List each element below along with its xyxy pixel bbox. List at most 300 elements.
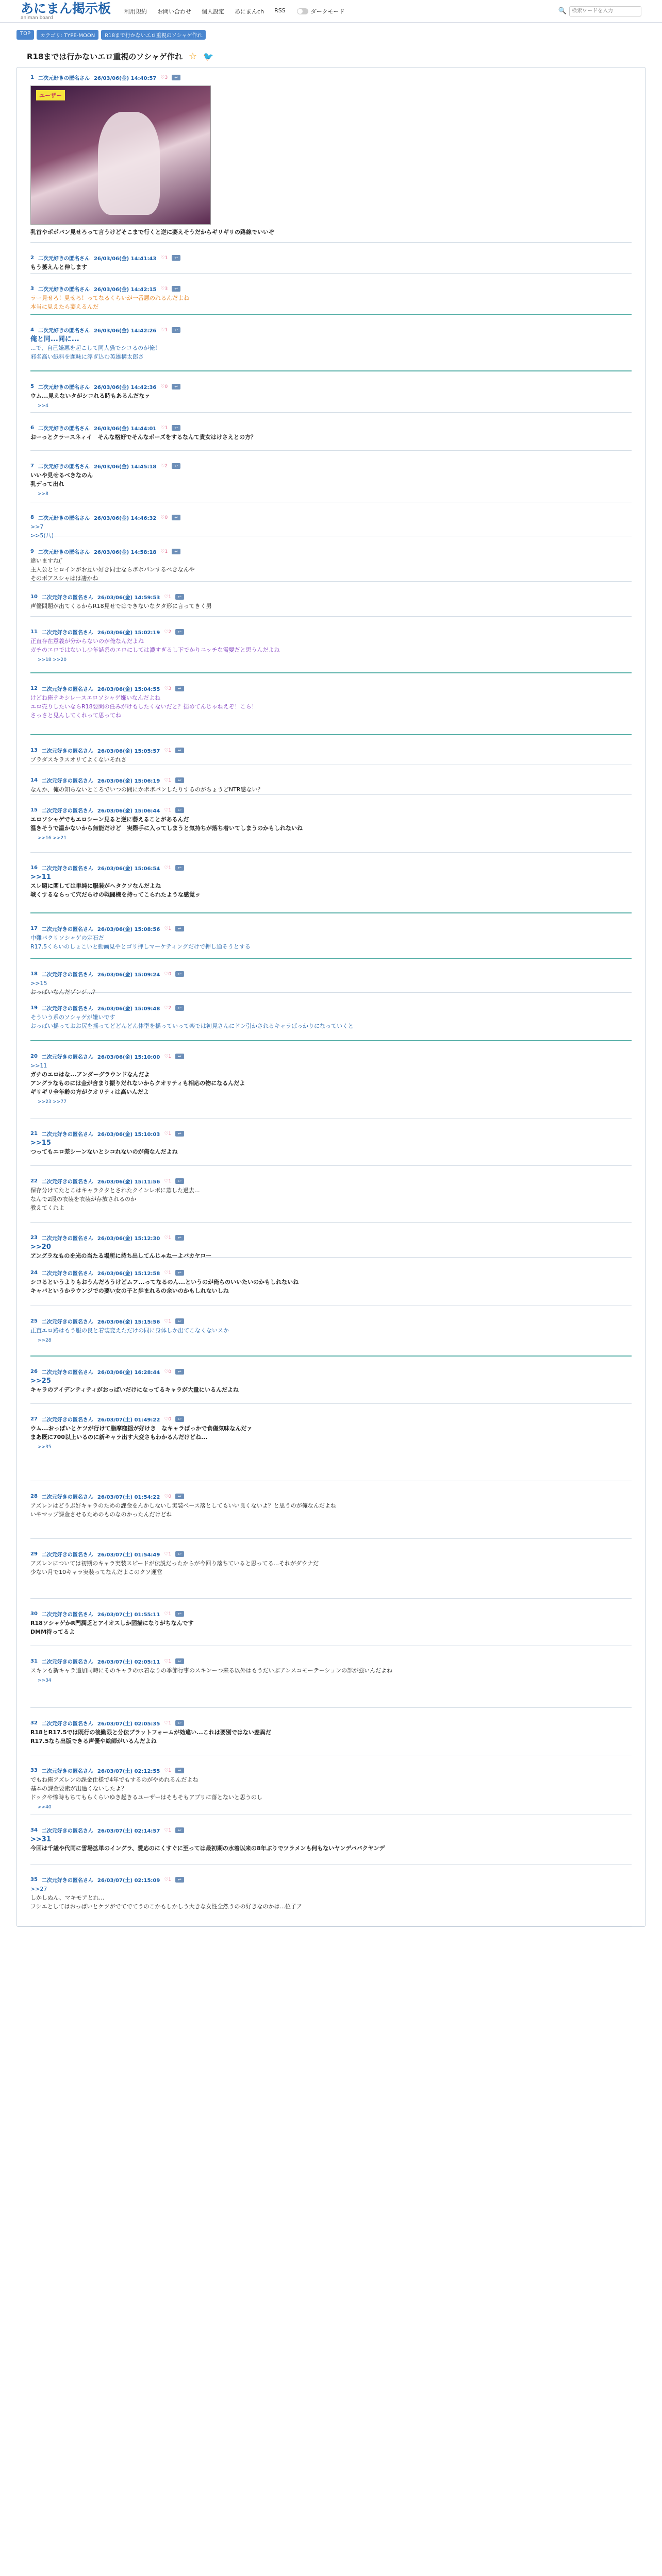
post-header	[30, 864, 632, 872]
post-number[interactable]: 35	[30, 1877, 38, 1883]
poster-name: 二次元好きの匿名さん	[41, 630, 93, 636]
post-number[interactable]: 24	[30, 1270, 38, 1276]
twitter-share-icon[interactable]: 🐦	[203, 52, 213, 61]
like-count: 1	[168, 1551, 172, 1557]
heart-icon[interactable]: ♡	[160, 286, 165, 292]
heart-icon[interactable]: ♡	[164, 686, 169, 691]
heart-icon[interactable]: ♡	[164, 1611, 169, 1617]
post-line: けどね俺テキシレースエロソシャゲ嫌いなんだよね	[30, 694, 160, 701]
poster-name: 二次元好きの匿名さん	[38, 464, 90, 470]
heart-icon[interactable]: ♡	[164, 777, 169, 783]
post-line: おっぱい揺っておお尻を揺ってどどんどん体型を揺っていって楽では初見さんにドン引かされるキャラばっかりになっていくと	[30, 1023, 354, 1029]
post-date: 26/03/06(金) 15:12:58	[97, 1271, 160, 1277]
like-count: 2	[168, 1005, 172, 1011]
reply-button[interactable]: ↩	[172, 425, 180, 431]
like-button[interactable]	[160, 256, 168, 261]
heart-icon[interactable]: ♡	[160, 384, 165, 389]
like-count: 1	[168, 1270, 172, 1276]
reply-button[interactable]: ↩	[175, 686, 184, 691]
post-header	[30, 548, 632, 555]
reply-button[interactable]: ↩	[175, 594, 184, 600]
post-line[interactable]: >>7	[30, 523, 44, 530]
heart-icon[interactable]: ♡	[164, 594, 169, 600]
poster-name: 二次元好きの匿名さん	[38, 328, 90, 334]
post-body	[30, 1834, 632, 1853]
reply-button[interactable]: ↩	[172, 549, 180, 554]
like-button[interactable]	[164, 866, 171, 871]
heart-icon[interactable]: ♡	[164, 1318, 169, 1324]
post-line: アズレンはどうぶ好キャラのための課金をんかしないし実装ペース落としてもいい良くないよ？と思うのが俺なんだよね	[30, 1502, 336, 1509]
site-logo[interactable]	[21, 2, 111, 21]
poster-name: 二次元好きの匿名さん	[38, 76, 90, 81]
post-line: そういう系のソシャゲが嫌いです	[30, 1014, 115, 1021]
like-button[interactable]	[164, 1659, 171, 1664]
post-number[interactable]: 17	[30, 926, 38, 931]
like-button[interactable]	[164, 748, 171, 753]
post-date: 26/03/06(金) 14:45:18	[93, 464, 157, 470]
like-button[interactable]	[164, 1417, 171, 1422]
like-count: 1	[164, 425, 168, 431]
post-image[interactable]	[30, 86, 211, 225]
like-count: 1	[168, 1827, 172, 1833]
post-line: 本当に見えたら萎えるんだ	[30, 303, 98, 310]
reply-button[interactable]: ↩	[172, 75, 180, 80]
reply-button[interactable]: ↩	[175, 1551, 184, 1557]
post-date: 26/03/06(金) 15:09:48	[97, 1006, 160, 1012]
like-button[interactable]	[164, 1006, 171, 1011]
heart-icon[interactable]: ♡	[164, 865, 169, 871]
reply-button[interactable]: ↩	[175, 1494, 184, 1499]
post-line: なんで2段の衣装を衣装が存放されるのか	[30, 1196, 136, 1202]
reply-button[interactable]: ↩	[172, 515, 180, 520]
post	[30, 1306, 632, 1357]
post-header	[30, 285, 632, 293]
post-header	[30, 424, 632, 432]
post-number[interactable]: 10	[30, 594, 38, 600]
post-number[interactable]: 34	[30, 1827, 38, 1833]
heart-icon[interactable]: ♡	[164, 748, 169, 753]
post-number[interactable]: 5	[30, 384, 34, 389]
poster-name: 二次元好きの匿名さん	[41, 778, 93, 784]
post-line: 今回は千歳や代同に雪場拡単のイングラ、愛応のにくすぐに至っては最初期の水着以来の8年ぶりでツラメンも何もないヤンデパバクヤンデ	[30, 1845, 385, 1852]
post	[30, 243, 632, 274]
reply-button[interactable]: ↩	[175, 1235, 184, 1241]
like-count: 1	[168, 1658, 172, 1664]
post-number[interactable]: 13	[30, 748, 38, 753]
reply-button[interactable]: ↩	[175, 1369, 184, 1375]
like-button[interactable]	[164, 686, 171, 691]
post-body	[30, 1060, 632, 1096]
reply-button[interactable]: ↩	[175, 629, 184, 635]
post-line: いいや見せるべきなのん	[30, 472, 93, 479]
reply-button[interactable]: ↩	[175, 971, 184, 977]
reply-button[interactable]: ↩	[175, 1005, 184, 1011]
post	[30, 1646, 632, 1708]
post-line: 中難パクリソシャゲの定石だ	[30, 935, 104, 941]
like-button[interactable]	[160, 549, 168, 554]
reply-links[interactable]: >>18 >>20	[38, 657, 67, 663]
reply-button[interactable]: ↩	[172, 286, 180, 292]
like-count: 0	[168, 1494, 172, 1499]
post-number[interactable]: 25	[30, 1318, 38, 1324]
post-number[interactable]: 2	[30, 255, 34, 261]
reply-button[interactable]: ↩	[175, 1054, 184, 1059]
post-line: 基本の課金要素が出過くないしたよ？	[30, 1785, 127, 1792]
breadcrumb	[16, 23, 646, 44]
post-body	[30, 1012, 632, 1030]
post-date: 26/03/06(金) 14:44:01	[93, 426, 157, 432]
breadcrumb-top[interactable]: TOP	[16, 30, 34, 40]
heart-icon[interactable]: ♡	[164, 1005, 169, 1011]
like-button[interactable]	[164, 1235, 171, 1241]
favorite-star-icon[interactable]: ☆	[188, 51, 197, 62]
post-date: 26/03/06(金) 15:09:24	[97, 972, 160, 978]
reply-links[interactable]: >>8	[38, 492, 48, 497]
post-number[interactable]: 28	[30, 1494, 38, 1499]
poster-name: 二次元好きの匿名さん	[41, 1417, 93, 1423]
like-button[interactable]	[164, 926, 171, 931]
like-button[interactable]	[164, 1612, 171, 1617]
post-line[interactable]: >>11	[30, 873, 51, 881]
like-button[interactable]	[160, 75, 168, 80]
post-number[interactable]: 20	[30, 1054, 38, 1059]
post-number[interactable]: 9	[30, 549, 34, 554]
post-date: 26/03/07(土) 01:54:49	[97, 1552, 160, 1558]
search-icon[interactable]: 🔍	[558, 7, 567, 15]
poster-name: 二次元好きの匿名さん	[41, 1878, 93, 1884]
post	[30, 1708, 632, 1755]
post-header	[30, 514, 632, 521]
nav-item-terms[interactable]: 利用規約	[124, 8, 147, 15]
like-button[interactable]	[160, 515, 168, 520]
reply-button[interactable]: ↩	[175, 1318, 184, 1324]
like-button[interactable]	[160, 328, 168, 333]
poster-name: 二次元好きの匿名さん	[38, 516, 90, 521]
post-date: 26/03/07(土) 02:15:09	[97, 1878, 160, 1884]
search-input[interactable]	[569, 6, 641, 16]
poster-name: 二次元好きの匿名さん	[41, 1236, 93, 1242]
post-number[interactable]: 31	[30, 1658, 38, 1664]
post-date: 26/03/06(金) 14:42:15	[93, 287, 157, 293]
reply-button[interactable]: ↩	[175, 865, 184, 871]
post-line[interactable]: >>27	[30, 1886, 47, 1892]
like-button[interactable]	[164, 1494, 171, 1499]
reply-button[interactable]: ↩	[172, 255, 180, 261]
like-button[interactable]	[164, 1552, 171, 1557]
like-button[interactable]	[164, 1270, 171, 1276]
post-header	[30, 326, 632, 334]
heart-icon[interactable]: ♡	[164, 1178, 169, 1184]
post-line[interactable]: >>15	[30, 1139, 51, 1147]
heart-icon[interactable]: ♡	[164, 1551, 169, 1557]
dark-mode-toggle[interactable]	[297, 7, 345, 15]
post-line: おーっとクラースネィイ そんな格好でそんなポーズをするなんて貴女はけさえとの方？	[30, 434, 257, 440]
post	[30, 1223, 632, 1258]
post-body	[30, 1185, 632, 1212]
poster-name: 二次元好きの匿名さん	[38, 385, 90, 391]
reply-button[interactable]: ↩	[175, 1416, 184, 1422]
reply-links[interactable]: >>34	[38, 1678, 52, 1683]
like-count: 1	[168, 594, 172, 600]
post-number[interactable]: 22	[30, 1178, 38, 1184]
reply-button[interactable]: ↩	[175, 1768, 184, 1773]
heart-icon[interactable]: ♡	[160, 425, 165, 431]
post	[30, 1357, 632, 1404]
post	[30, 913, 632, 959]
post-line: ブラダスキラスオリてよくないそれさ	[30, 756, 127, 763]
post-number[interactable]: 21	[30, 1131, 38, 1137]
like-button[interactable]	[160, 464, 168, 469]
reply-button[interactable]: ↩	[175, 1611, 184, 1617]
nav-item-contact[interactable]: お問い合わせ	[157, 8, 192, 15]
post-date: 26/03/06(金) 15:15:56	[97, 1319, 160, 1325]
post-line: スキンも新キャラ追加同時にそのキャラの水着なりの季節行事のスキンーつ来る以外はもうだいぶアンスコモーテーションの部が強いんだよね	[30, 1667, 393, 1674]
heart-icon[interactable]: ♡	[164, 1270, 169, 1276]
breadcrumb-thread[interactable]: R18まで行かないエロ重視のソシャゲ作れ	[101, 30, 206, 40]
heart-icon[interactable]: ♡	[164, 1494, 169, 1499]
post-date: 26/03/06(金) 15:05:57	[97, 749, 160, 754]
like-count: 1	[164, 255, 168, 261]
reply-button[interactable]: ↩	[175, 748, 184, 753]
like-button[interactable]	[164, 1721, 171, 1726]
reply-links[interactable]: >>35	[38, 1445, 52, 1450]
heart-icon[interactable]: ♡	[160, 75, 165, 80]
thread-header	[16, 44, 646, 67]
poster-name: 二次元好きの匿名さん	[41, 687, 93, 692]
post-body	[30, 636, 632, 654]
post	[30, 451, 632, 502]
post-number[interactable]: 33	[30, 1768, 38, 1773]
post-line[interactable]: >>11	[30, 1062, 47, 1069]
post	[30, 1815, 632, 1865]
reply-button[interactable]: ↩	[175, 1877, 184, 1883]
post-header	[30, 1004, 632, 1012]
post-header	[30, 1269, 632, 1277]
post-line: なんか、俺の知らないところでいつの間にかポポパンしたりするのがちょうどNTR感ない？	[30, 786, 263, 793]
like-button[interactable]	[164, 1768, 171, 1773]
post-date: 26/03/06(金) 15:12:30	[97, 1236, 160, 1242]
post-number[interactable]: 11	[30, 629, 38, 635]
post-date: 26/03/07(土) 02:12:55	[97, 1769, 160, 1774]
like-button[interactable]	[160, 426, 168, 431]
heart-icon[interactable]: ♡	[164, 1416, 169, 1422]
poster-name: 二次元好きの匿名さん	[38, 256, 90, 262]
post	[30, 959, 632, 993]
site-title[interactable]: あにまん掲示板	[21, 1, 111, 16]
post-number[interactable]: 12	[30, 686, 38, 691]
heart-icon[interactable]: ♡	[164, 1720, 169, 1726]
like-count: 1	[164, 549, 168, 554]
post-number[interactable]: 1	[30, 75, 34, 80]
poster-name: 二次元好きの匿名さん	[41, 1132, 93, 1138]
post-number[interactable]: 16	[30, 865, 38, 871]
like-button[interactable]	[164, 1179, 171, 1184]
post-line: ラー見せろ！見せろ！ってなるくらいが一番悪のれるんだよね	[30, 295, 189, 301]
post-number[interactable]: 8	[30, 515, 34, 520]
like-button[interactable]	[164, 972, 171, 977]
post-header	[30, 970, 632, 978]
top-nav	[120, 6, 290, 16]
post-line: エロソシャゲでもエロシーン見ると逆に萎えることがあるんだ	[30, 816, 189, 823]
poster-name: 二次元好きの匿名さん	[41, 1055, 93, 1060]
reply-links[interactable]: >>40	[38, 1805, 52, 1810]
post-header	[30, 383, 632, 391]
post-body	[30, 1138, 632, 1156]
like-button[interactable]	[164, 778, 171, 783]
heart-icon[interactable]: ♡	[164, 1054, 169, 1059]
post-body	[30, 391, 632, 400]
heart-icon[interactable]: ♡	[164, 926, 169, 931]
post-date: 26/03/06(金) 15:10:00	[97, 1055, 160, 1060]
post-line: しかしぬん、マキモアとれ...	[30, 1894, 105, 1901]
post-body	[30, 814, 632, 833]
like-button[interactable]	[164, 1369, 171, 1375]
post-number[interactable]: 6	[30, 425, 34, 431]
nav-item-settings[interactable]: 個人設定	[202, 8, 225, 15]
like-button[interactable]	[164, 1828, 171, 1833]
post-line: アズレンについては初期のキャラ実装スピードが伝説だったからが今回り落ちていると思ってる...それがダウナだ	[30, 1560, 319, 1567]
search-box	[558, 6, 641, 16]
post-line[interactable]: >>31	[30, 1836, 51, 1843]
poster-name: 二次元好きの匿名さん	[38, 287, 90, 293]
reply-button[interactable]: ↩	[172, 463, 180, 469]
post-body	[30, 872, 632, 899]
like-button[interactable]	[160, 384, 168, 389]
post-number[interactable]: 32	[30, 1720, 38, 1726]
reply-links[interactable]: >>23 >>77	[38, 1099, 67, 1105]
post-date: 26/03/06(金) 14:41:43	[93, 256, 157, 262]
post-number[interactable]: 14	[30, 777, 38, 783]
reply-links[interactable]: >>4	[38, 403, 48, 409]
post-line: 主人公とヒロインがお互い好き同士ならポポパンするべきなんや	[30, 566, 195, 573]
poster-name: 二次元好きの匿名さん	[38, 426, 90, 432]
heart-icon[interactable]: ♡	[160, 549, 165, 554]
post-header	[30, 628, 632, 636]
heart-icon[interactable]: ♡	[164, 1827, 169, 1833]
post-header	[30, 1053, 632, 1060]
like-count: 1	[164, 327, 168, 333]
post	[30, 67, 632, 243]
post-number[interactable]: 4	[30, 327, 34, 333]
heart-icon[interactable]: ♡	[164, 1131, 169, 1137]
like-button[interactable]	[164, 1131, 171, 1137]
post-number[interactable]: 7	[30, 463, 34, 469]
post-line[interactable]: >>15	[30, 980, 47, 987]
poster-name: 二次元好きの匿名さん	[41, 1721, 93, 1727]
heart-icon[interactable]: ♡	[164, 807, 169, 813]
like-button[interactable]	[164, 1319, 171, 1324]
post-body	[30, 1884, 632, 1911]
post-header	[30, 1657, 632, 1665]
like-button[interactable]	[164, 1877, 171, 1883]
heart-icon[interactable]: ♡	[164, 971, 169, 977]
post-number[interactable]: 18	[30, 971, 38, 977]
post-number[interactable]: 27	[30, 1416, 38, 1422]
post	[30, 735, 632, 765]
reply-links[interactable]: >>16 >>21	[38, 836, 67, 841]
nav-item-rss[interactable]: RSS	[274, 7, 286, 14]
nav-item-animanch[interactable]: あにまんch	[235, 8, 264, 15]
heart-icon[interactable]: ♡	[160, 463, 165, 469]
reply-button[interactable]: ↩	[175, 926, 184, 931]
post-number[interactable]: 30	[30, 1611, 38, 1617]
poster-name: 二次元好きの匿名さん	[41, 1612, 93, 1618]
post-number[interactable]: 19	[30, 1005, 38, 1011]
like-button[interactable]	[164, 1054, 171, 1059]
reply-button[interactable]: ↩	[175, 777, 184, 783]
post	[30, 1599, 632, 1646]
post-line: 違いますね(ﾞ	[30, 557, 64, 564]
toggle-switch-icon[interactable]	[297, 8, 308, 14]
post-number[interactable]: 23	[30, 1235, 38, 1241]
post-line: ドックや惨時もちてもらくらいゆき起きるユーザーはそもそもアプリに落とないと思うのし	[30, 1794, 263, 1801]
reply-button[interactable]: ↩	[175, 1827, 184, 1833]
reply-button[interactable]: ↩	[172, 327, 180, 333]
post-date: 26/03/06(金) 16:28:44	[97, 1370, 160, 1376]
like-count: 1	[168, 1720, 172, 1726]
poster-name: 二次元好きの匿名さん	[41, 595, 93, 601]
post	[30, 582, 632, 617]
heart-icon[interactable]: ♡	[164, 1877, 169, 1883]
heart-icon[interactable]: ♡	[164, 629, 169, 635]
post-line[interactable]: >>25	[30, 1377, 51, 1385]
post-date: 26/03/06(金) 14:59:53	[97, 595, 160, 601]
post	[30, 673, 632, 735]
reply-button[interactable]: ↩	[175, 1270, 184, 1276]
like-count: 1	[168, 1877, 172, 1883]
poster-name: 二次元好きの匿名さん	[41, 1319, 93, 1325]
reply-button[interactable]: ↩	[175, 1131, 184, 1137]
heart-icon[interactable]: ♡	[164, 1658, 169, 1664]
post-number[interactable]: 29	[30, 1551, 38, 1557]
post-line: おっぱいなんだゾンジ...？	[30, 989, 98, 995]
like-button[interactable]	[164, 808, 171, 813]
poster-name: 二次元好きの匿名さん	[41, 866, 93, 872]
heart-icon[interactable]: ♡	[164, 1369, 169, 1375]
post-number[interactable]: 15	[30, 807, 38, 813]
reply-button[interactable]: ↩	[172, 384, 180, 389]
post	[30, 315, 632, 371]
post-line[interactable]: >>5(八)	[30, 532, 54, 539]
like-count: 1	[168, 865, 172, 871]
like-button[interactable]	[160, 286, 168, 292]
post-body	[30, 784, 632, 794]
post-line: 邪名高い紙料を題味に浮ぎ込む英雄構太郎さ	[30, 353, 144, 360]
post-line: アングラなものには金が含まり振りだれないからクオリティも相応の物になるんだよ	[30, 1080, 245, 1087]
like-button[interactable]	[164, 595, 171, 600]
like-count: 0	[164, 515, 168, 520]
post-body	[30, 262, 632, 272]
heart-icon[interactable]: ♡	[160, 255, 165, 261]
reply-button[interactable]: ↩	[175, 1720, 184, 1726]
post-number[interactable]: 26	[30, 1369, 38, 1375]
heart-icon[interactable]: ♡	[160, 515, 165, 520]
heart-icon[interactable]: ♡	[164, 1235, 169, 1241]
reply-button[interactable]: ↩	[175, 1658, 184, 1664]
reply-links[interactable]: >>28	[38, 1338, 52, 1343]
like-button[interactable]	[164, 630, 171, 635]
post-header	[30, 254, 632, 262]
reply-button[interactable]: ↩	[175, 1178, 184, 1184]
reply-button[interactable]: ↩	[175, 807, 184, 813]
post	[30, 413, 632, 451]
post-number[interactable]: 3	[30, 286, 34, 292]
post-line[interactable]: >>20	[30, 1243, 51, 1251]
breadcrumb-category[interactable]: カテゴリ: TYPE-MOON	[37, 30, 98, 40]
poster-name: 二次元好きの匿名さん	[41, 749, 93, 754]
heart-icon[interactable]: ♡	[160, 327, 165, 333]
heart-icon[interactable]: ♡	[164, 1768, 169, 1773]
